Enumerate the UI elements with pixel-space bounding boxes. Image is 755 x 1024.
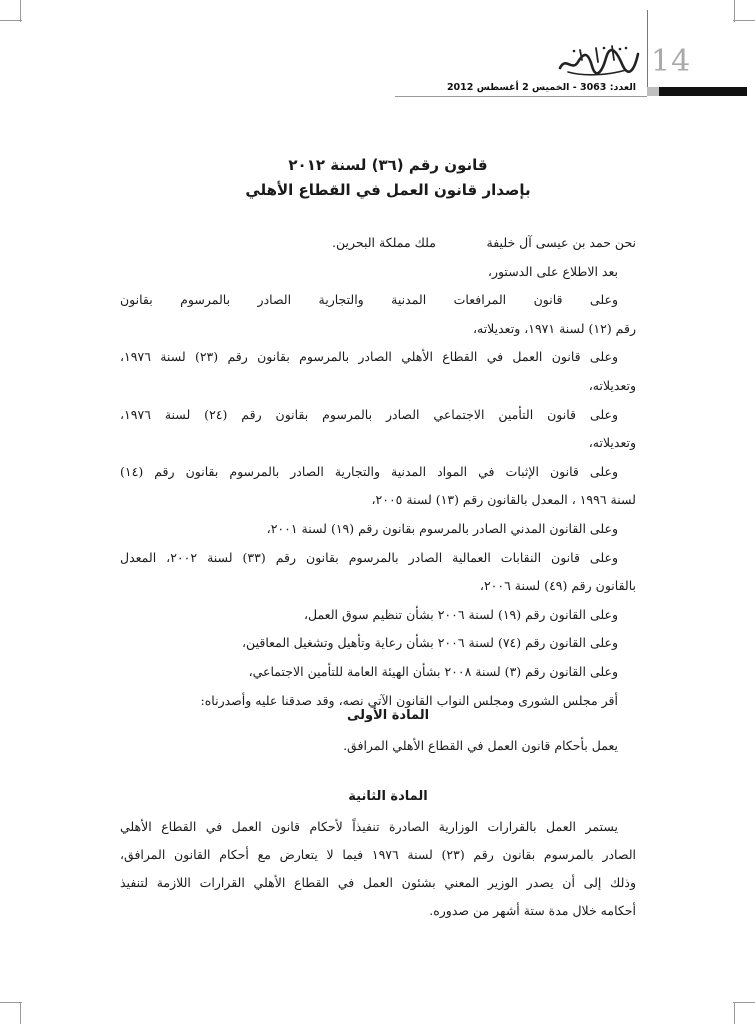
- crop-mark: [20, 0, 21, 22]
- header-bar-black: [659, 87, 747, 96]
- header-divider: [647, 10, 648, 90]
- preamble-line: وعلى قانون النقابات العمالية الصادر بالمرسوم بقانون رقم (٣٣) لسنة ٢٠٠٢، المعدل: [120, 549, 618, 565]
- preamble-line: وعلى القانون رقم (٧٤) لسنة ٢٠٠٦ بشأن رعاية وتأهيل وتشغيل المعاقين،: [242, 635, 618, 651]
- article-1-text: يعمل بأحكام قانون العمل في القطاع الأهلي المرافق.: [343, 738, 618, 753]
- preamble-line: بعد الاطلاع على الدستور،: [487, 263, 618, 279]
- king-name: نحن حمد بن عيسى آل خليفة: [486, 235, 636, 250]
- article-2-body: [120, 813, 636, 925]
- preamble-line: رقم (١٢) لسنة ١٩٧١، وتعديلاته،: [472, 320, 636, 336]
- crop-mark: [733, 20, 755, 21]
- article-2-line: أحكامه خلال مدة ستة أشهر من صدوره.: [429, 903, 636, 918]
- preamble-line: وعلى قانون التأمين الاجتماعي الصادر بالمرسوم بقانون رقم (٢٤) لسنة ١٩٧٦،: [120, 406, 618, 422]
- preamble-line: وعلى قانون العمل في القطاع الأهلي الصادر بالمرسوم بقانون رقم (٢٣) لسنة ١٩٧٦،: [120, 349, 618, 365]
- preamble-line: وعلى القانون المدني الصادر بالمرسوم بقانون رقم (١٩) لسنة ٢٠٠١،: [266, 520, 618, 536]
- law-title: قانون رقم (٣٦) لسنة ٢٠١٢: [288, 156, 488, 174]
- preamble-line: وعلى قانون الإثبات في المواد المدنية والتجارية الصادر بالمرسوم بقانون رقم (١٤): [120, 463, 618, 479]
- article-2-line: يستمر العمل بالقرارات الوزارية الصادرة تنفيذاً لأحكام قانون العمل في القطاع الأهلي: [120, 819, 618, 834]
- preamble-line: أقر مجلس الشورى ومجلس النواب القانون الآتي نصه، وقد صدقنا عليه وأصدرناه:: [200, 692, 618, 708]
- issue-line: العدد: 3063 - الخميس 2 أغسطس 2012: [446, 82, 637, 93]
- article-2-title: المادة الثانية: [348, 789, 428, 804]
- preamble-line: وعلى القانون رقم (١٩) لسنة ٢٠٠٦ بشأن تنظيم سوق العمل،: [303, 606, 618, 622]
- preamble: [120, 229, 636, 715]
- crop-mark: [20, 1002, 21, 1024]
- crop-mark: [733, 1002, 755, 1003]
- crop-mark: [0, 1002, 22, 1003]
- page-number: 14: [651, 44, 692, 79]
- preamble-line: لسنة ١٩٩٦ ، المعدل بالقانون رقم (١٣) لسنة ٢٠٠٥،: [371, 492, 636, 508]
- crop-mark: [0, 20, 22, 21]
- crop-mark: [734, 0, 735, 22]
- article-1-body: [120, 733, 636, 759]
- article-1-title: المادة الأولى: [346, 708, 430, 723]
- preamble-line: وعلى قانون المرافعات المدنية والتجارية الصادر بالمرسوم بقانون: [120, 292, 618, 308]
- article-2-line: الصادر بالمرسوم بقانون رقم (٢٣) لسنة ١٩٧٦ فيما لا يتعارض مع أحكام القانون المرافق،: [120, 847, 636, 862]
- header-bar-grey: [647, 87, 659, 96]
- preamble-line: وتعديلاته،: [588, 377, 636, 393]
- article-2-line: وذلك إلى أن يصدر الوزير المعني بشئون العمل في القطاع الأهلي القرارات اللازمة لتنفيذ: [120, 875, 636, 890]
- preamble-line: وعلى القانون رقم (٣) لسنة ٢٠٠٨ بشأن الهيئة العامة للتأمين الاجتماعي،: [248, 663, 618, 679]
- preamble-line: وتعديلاته،: [588, 435, 636, 451]
- law-subtitle: بإصدار قانون العمل في القطاع الأهلي: [245, 181, 531, 199]
- gazette-logo: [556, 42, 642, 78]
- header-rule: [395, 96, 647, 97]
- king-title: ملك مملكة البحرين.: [332, 235, 436, 250]
- preamble-line: بالقانون رقم (٤٩) لسنة ٢٠٠٦،: [479, 578, 636, 594]
- crop-mark: [734, 1002, 735, 1024]
- king-line: [120, 229, 636, 258]
